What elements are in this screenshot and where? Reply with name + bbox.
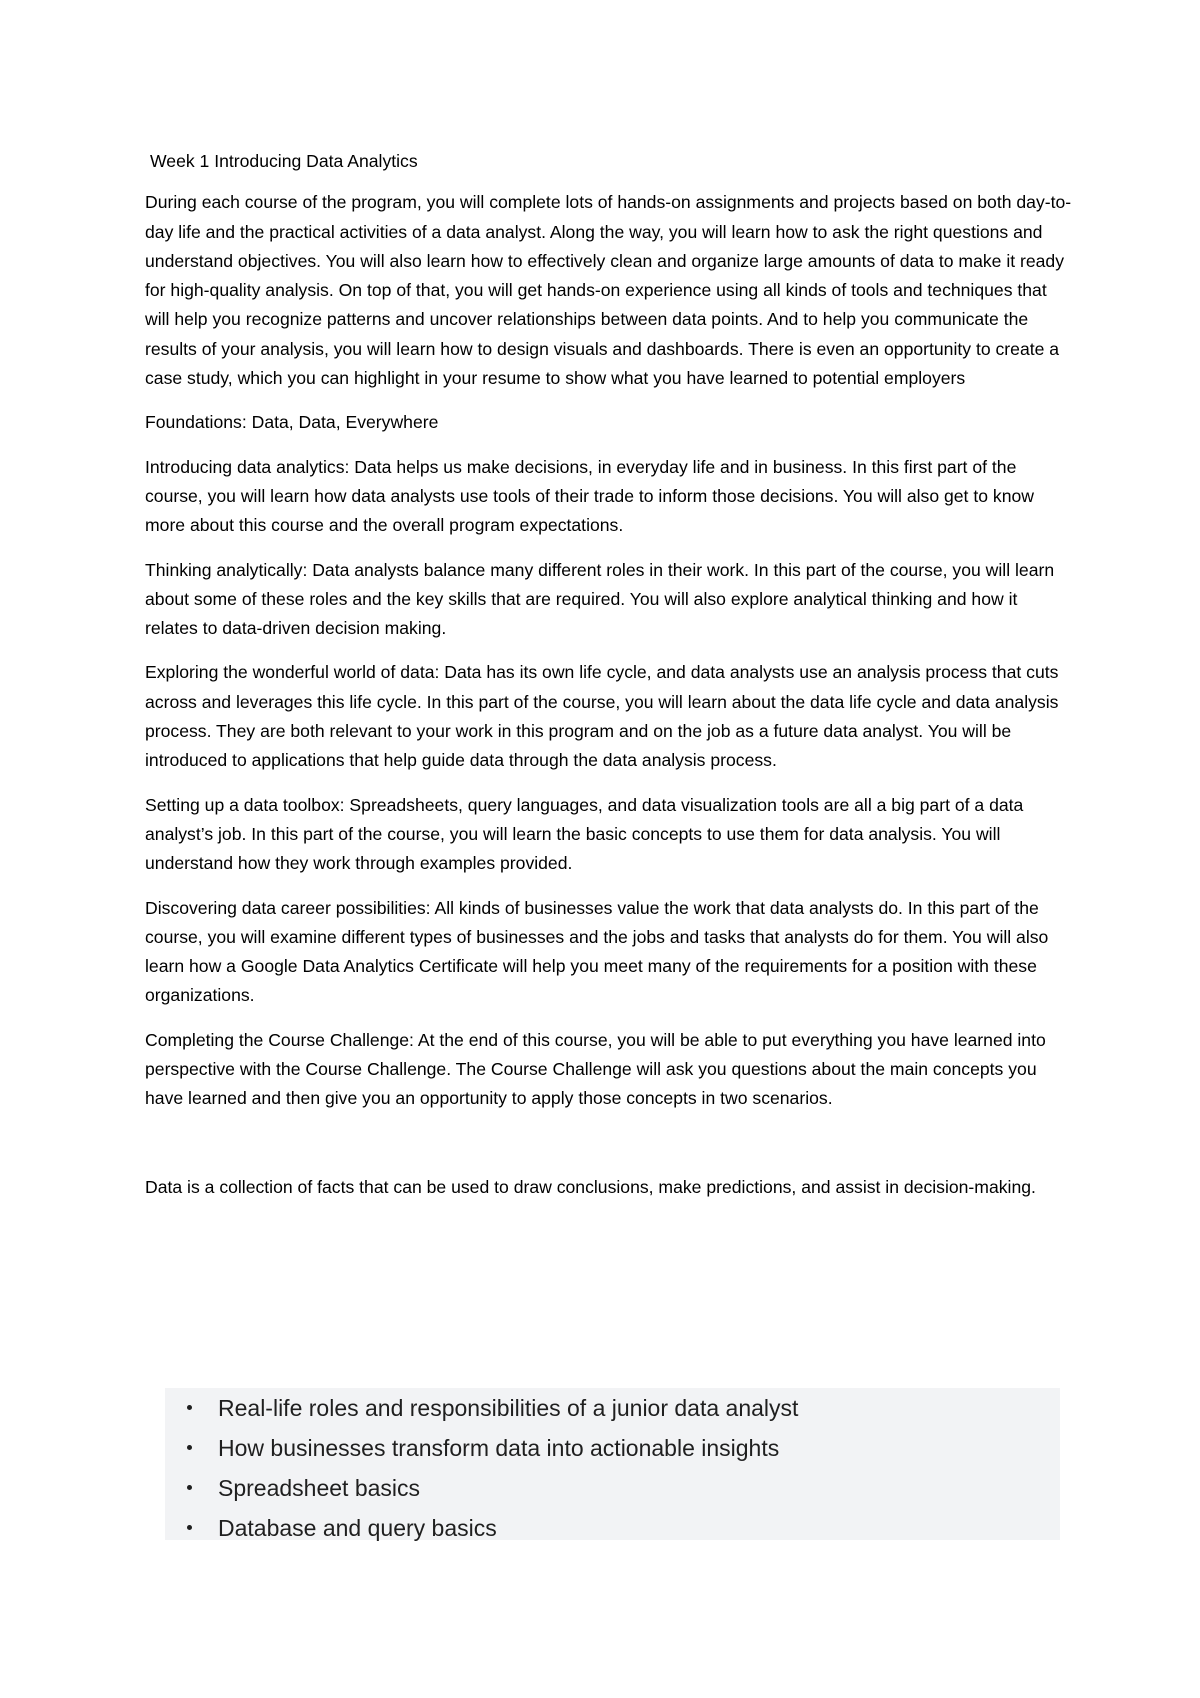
bullet-icon — [187, 1405, 192, 1410]
section-paragraph-thinking: Thinking analytically: Data analysts balance many different roles in their work. In this part of the course, you will learn about some of these roles and the key skills that are required. You will also explore analytical thinking and how it relates to data-driven decision making. — [145, 559, 1055, 639]
list-item-text: Database and query basics — [218, 1515, 497, 1541]
bullet-icon — [187, 1485, 192, 1490]
blank-line — [145, 1129, 1075, 1173]
section-heading: Foundations: Data, Data, Everywhere — [145, 412, 439, 433]
section-paragraph-toolbox: Setting up a data toolbox: Spreadsheets, query languages, and data visualization tools are all a big part of a data analyst’s job. In this part of the course, you will learn the basic concepts to use them for data analysis. You will understand how they work through examples provided. — [145, 794, 1024, 874]
intro-paragraph: During each course of the program, you will complete lots of hands-on assignments and projects based on both day-to-day life and the practical activities of a data analyst. Along the way, you will learn how to ask the right questions and understand objectives. You will also learn how to effectively clean and organize large amounts of data to make it ready for high-quality analysis. On top of that, you will get hands-on experience using all kinds of tools and techniques that will help you recognize patterns and uncover relationships between data points. And to help you communicate the results of your analysis, you will learn how to design visuals and dashboards. There is even an opportunity to create a case study, which you can highlight in your resume to show what you have learned to potential employers — [145, 192, 1072, 389]
list-item — [165, 1428, 1060, 1468]
section-paragraph-career: Discovering data career possibilities: All kinds of businesses value the work that data analysts do. In this part of the course, you will examine different types of businesses and the jobs and tasks that analysts do for them. You will also learn how a Google Data Analytics Certificate will help you meet many of the requirements for a position with these organizations. — [145, 897, 1049, 1006]
list-item-text: Real-life roles and responsibilities of a junior data analyst — [218, 1395, 799, 1421]
list-item-text: Spreadsheet basics — [218, 1475, 421, 1501]
list-item-text: How businesses transform data into actionable insights — [218, 1435, 780, 1461]
section-paragraph-exploring: Exploring the wonderful world of data: Data has its own life cycle, and data analysts use an analysis process that cuts across and leverages this life cycle. In this part of the course, you will learn about the data life cycle and data analysis process. They are both relevant to your work in this program and on the job as a future data analyst. You will be introduced to applications that help guide data through the data analysis process. — [145, 662, 1059, 771]
bullet-icon — [187, 1525, 192, 1530]
list-item — [165, 1508, 1060, 1548]
bullet-icon — [187, 1445, 192, 1450]
list-item — [165, 1388, 1060, 1428]
definition-paragraph: Data is a collection of facts that can be used to draw conclusions, make predictions, and assist in decision-making. — [145, 1176, 1036, 1197]
section-paragraph-introducing: Introducing data analytics: Data helps us make decisions, in everyday life and in business. In this first part of the course, you will learn how data analysts use tools of their trade to inform those decisions. You will also get to know more about this course and the overall program expectations. — [145, 456, 1034, 536]
section-paragraph-challenge: Completing the Course Challenge: At the end of this course, you will be able to put everything you have learned into perspective with the Course Challenge. The Course Challenge will ask you questions about the main concepts you have learned and then give you an opportunity to apply those concepts in two scenarios. — [145, 1029, 1046, 1109]
document-body — [145, 147, 1075, 1217]
document-title: Week 1 Introducing Data Analytics — [150, 151, 418, 171]
bullet-list — [165, 1388, 1060, 1540]
list-item — [165, 1468, 1060, 1508]
